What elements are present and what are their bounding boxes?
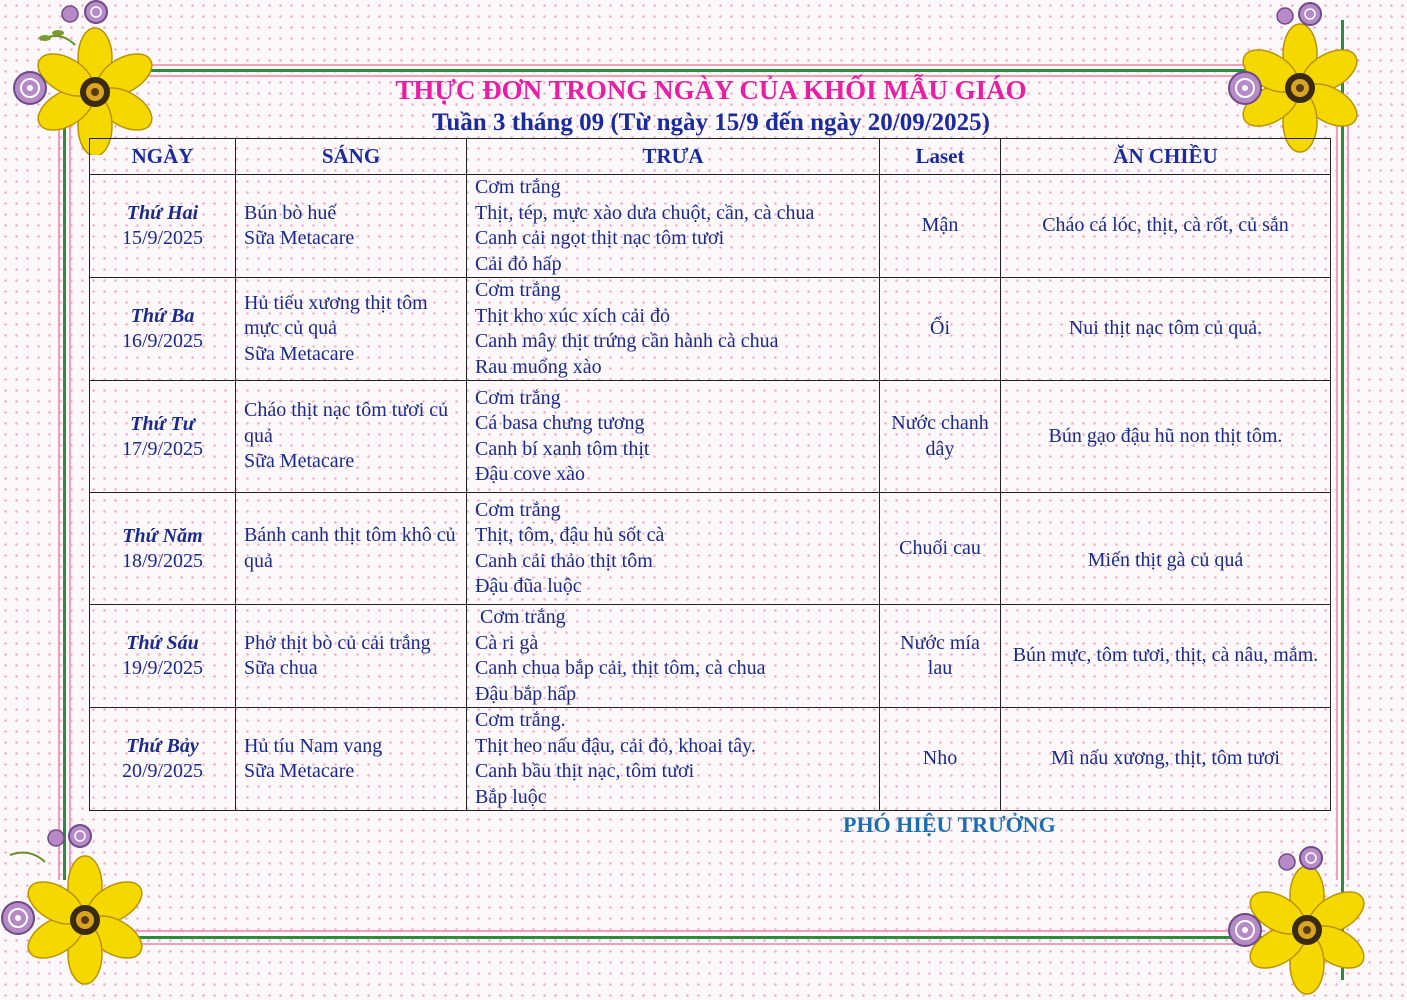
lunch-cell: [467, 381, 880, 493]
day-date: 16/9/2025: [121, 330, 204, 352]
morning-cell: [236, 278, 467, 381]
morning-cell: [236, 605, 467, 708]
day-name: Thứ Bảy: [126, 735, 199, 757]
morning-cell: [236, 708, 467, 811]
morning-item: Cháo thịt nạc tôm tươi củ quả: [244, 399, 449, 447]
laset-cell: Chuối cau: [880, 493, 1001, 605]
lunch-item: Cá basa chưng tương: [475, 412, 645, 434]
lunch-item: Canh bí xanh tôm thịt: [475, 437, 650, 460]
day-name: Thứ Hai: [126, 202, 199, 224]
lunch-item: Cơm trắng: [475, 176, 561, 198]
lunch-cell: [467, 175, 880, 278]
lunch-item: Cơm trắng: [475, 386, 561, 409]
afternoon-cell: Mì nấu xương, thịt, tôm tươi: [1001, 708, 1331, 811]
lunch-item: Thịt, tôm, đậu hủ sốt cà: [475, 524, 665, 546]
lunch-item: Canh bầu thịt nạc, tôm tươi: [475, 760, 695, 782]
day-date: 20/9/2025: [121, 760, 204, 782]
page-title: THỰC ĐƠN TRONG NGÀY CỦA KHỐI MẪU GIÁO: [395, 75, 1027, 105]
lunch-cell: [467, 605, 880, 708]
lunch-cell: [467, 493, 880, 605]
day-cell: [90, 605, 236, 708]
morning-item: Sữa Metacare: [244, 227, 355, 249]
frame-top-green-line: [125, 69, 1265, 72]
menu-table: [89, 138, 1331, 811]
table-row: [90, 493, 1331, 605]
laset-cell: Mận: [880, 175, 1001, 278]
day-date: 17/9/2025: [121, 437, 204, 460]
day-name: Thứ Sáu: [126, 632, 199, 654]
day-date: 15/9/2025: [121, 227, 204, 249]
lunch-item: Cơm trắng: [475, 279, 561, 301]
signer-title: PHÓ HIỆU TRƯỞNG: [843, 812, 1056, 837]
frame-right-pink-line-2: [1347, 120, 1349, 880]
day-name: Thứ Năm: [122, 524, 203, 547]
frame-bottom-pink-line-2: [125, 943, 1265, 945]
day-name: Thứ Tư: [130, 412, 195, 435]
lunch-item: Canh mây thịt trứng cần hành cà chua: [475, 330, 779, 352]
frame-right-pink-line: [1336, 120, 1338, 880]
frame-right-green-line: [1341, 20, 1344, 980]
lunch-item: Thịt kho xúc xích cải đỏ: [475, 304, 670, 327]
frame-bottom-pink-line: [125, 930, 1265, 932]
day-date: 19/9/2025: [121, 657, 204, 679]
laset-cell: Nước mía lau: [880, 605, 1001, 708]
lunch-item: Canh cải thảo thịt tôm: [475, 549, 653, 572]
lunch-item: Bắp luộc: [475, 785, 547, 808]
morning-item: Sữa Metacare: [244, 760, 355, 782]
lunch-item: Cải đỏ hấp: [475, 252, 562, 275]
table-row: [90, 175, 1331, 278]
lunch-item: Cơm trắng: [475, 606, 566, 628]
day-cell: [90, 708, 236, 811]
day-cell: [90, 175, 236, 278]
frame-top-pink-line: [125, 64, 1265, 66]
lunch-item: Canh chua bắp cải, thịt tôm, cà chua: [475, 657, 766, 679]
lunch-item: Cơm trắng: [475, 498, 561, 521]
header-afternoon: ĂN CHIỀU: [1001, 139, 1331, 175]
morning-item: Phở thịt bò củ cải trắng: [244, 631, 431, 654]
laset-cell: Ổi: [880, 278, 1001, 381]
afternoon-cell: Nui thịt nạc tôm củ quả.: [1001, 278, 1331, 381]
header-laset: Laset: [880, 139, 1001, 175]
table-row: [90, 278, 1331, 381]
afternoon-cell: Bún gạo đậu hũ non thịt tôm.: [1001, 381, 1331, 493]
frame-left-pink-line: [58, 120, 60, 880]
day-name: Thứ Ba: [130, 305, 195, 327]
header-day: NGÀY: [90, 139, 236, 175]
lunch-cell: [467, 708, 880, 811]
header-lunch: TRƯA: [467, 139, 880, 175]
day-cell: [90, 493, 236, 605]
morning-item: Sữa Metacare: [244, 450, 355, 473]
header-morning: SÁNG: [236, 139, 467, 175]
morning-cell: [236, 381, 467, 493]
day-cell: [90, 381, 236, 493]
morning-cell: [236, 175, 467, 278]
day-cell: [90, 278, 236, 381]
morning-item: Sữa Metacare: [244, 342, 355, 365]
table-row: [90, 708, 1331, 811]
table-row: [90, 605, 1331, 708]
lunch-item: Đậu cove xào: [475, 463, 585, 485]
flower-icon: [0, 820, 175, 1000]
frame-bottom-green-line: [125, 936, 1265, 939]
morning-cell: [236, 493, 467, 605]
morning-item: Bún bò huế: [244, 201, 337, 224]
morning-item: Hủ tíu Nam vang: [244, 734, 383, 757]
afternoon-cell: Miến thịt gà củ quả: [1001, 493, 1331, 605]
lunch-item: Cơm trắng.: [475, 709, 566, 731]
lunch-item: Rau muống xào: [475, 355, 602, 378]
lunch-cell: [467, 278, 880, 381]
lunch-item: Đậu bắp hấp: [475, 682, 577, 705]
laset-cell: Nước chanh dây: [880, 381, 1001, 493]
lunch-item: Thịt heo nấu đậu, cải đỏ, khoai tây.: [475, 734, 756, 757]
day-date: 18/9/2025: [121, 549, 204, 572]
table-row: [90, 381, 1331, 493]
lunch-item: Canh cải ngọt thịt nạc tôm tươi: [475, 227, 725, 249]
page-subtitle: Tuần 3 tháng 09 (Từ ngày 15/9 đến ngày 20/09/2025): [432, 109, 990, 136]
afternoon-cell: Cháo cá lóc, thịt, cà rốt, củ sắn: [1001, 175, 1331, 278]
morning-item: Bánh canh thịt tôm khô củ quả: [244, 524, 456, 572]
frame-left-green-line: [63, 120, 66, 880]
frame-left-pink-line-2: [69, 120, 71, 880]
afternoon-cell: Bún mực, tôm tươi, thịt, cà nâu, mắm.: [1001, 605, 1331, 708]
lunch-item: Đậu đũa luộc: [475, 575, 582, 597]
lunch-item: Thịt, tép, mực xào dưa chuột, cần, cà chua: [475, 201, 815, 224]
morning-item: Sữa chua: [244, 657, 318, 679]
flower-icon: [1215, 840, 1390, 1000]
table-header-row: [90, 139, 1331, 175]
laset-cell: Nho: [880, 708, 1001, 811]
lunch-item: Cà ri gà: [475, 631, 539, 654]
morning-item: Hủ tiếu xương thịt tôm mực củ quả: [244, 291, 428, 340]
